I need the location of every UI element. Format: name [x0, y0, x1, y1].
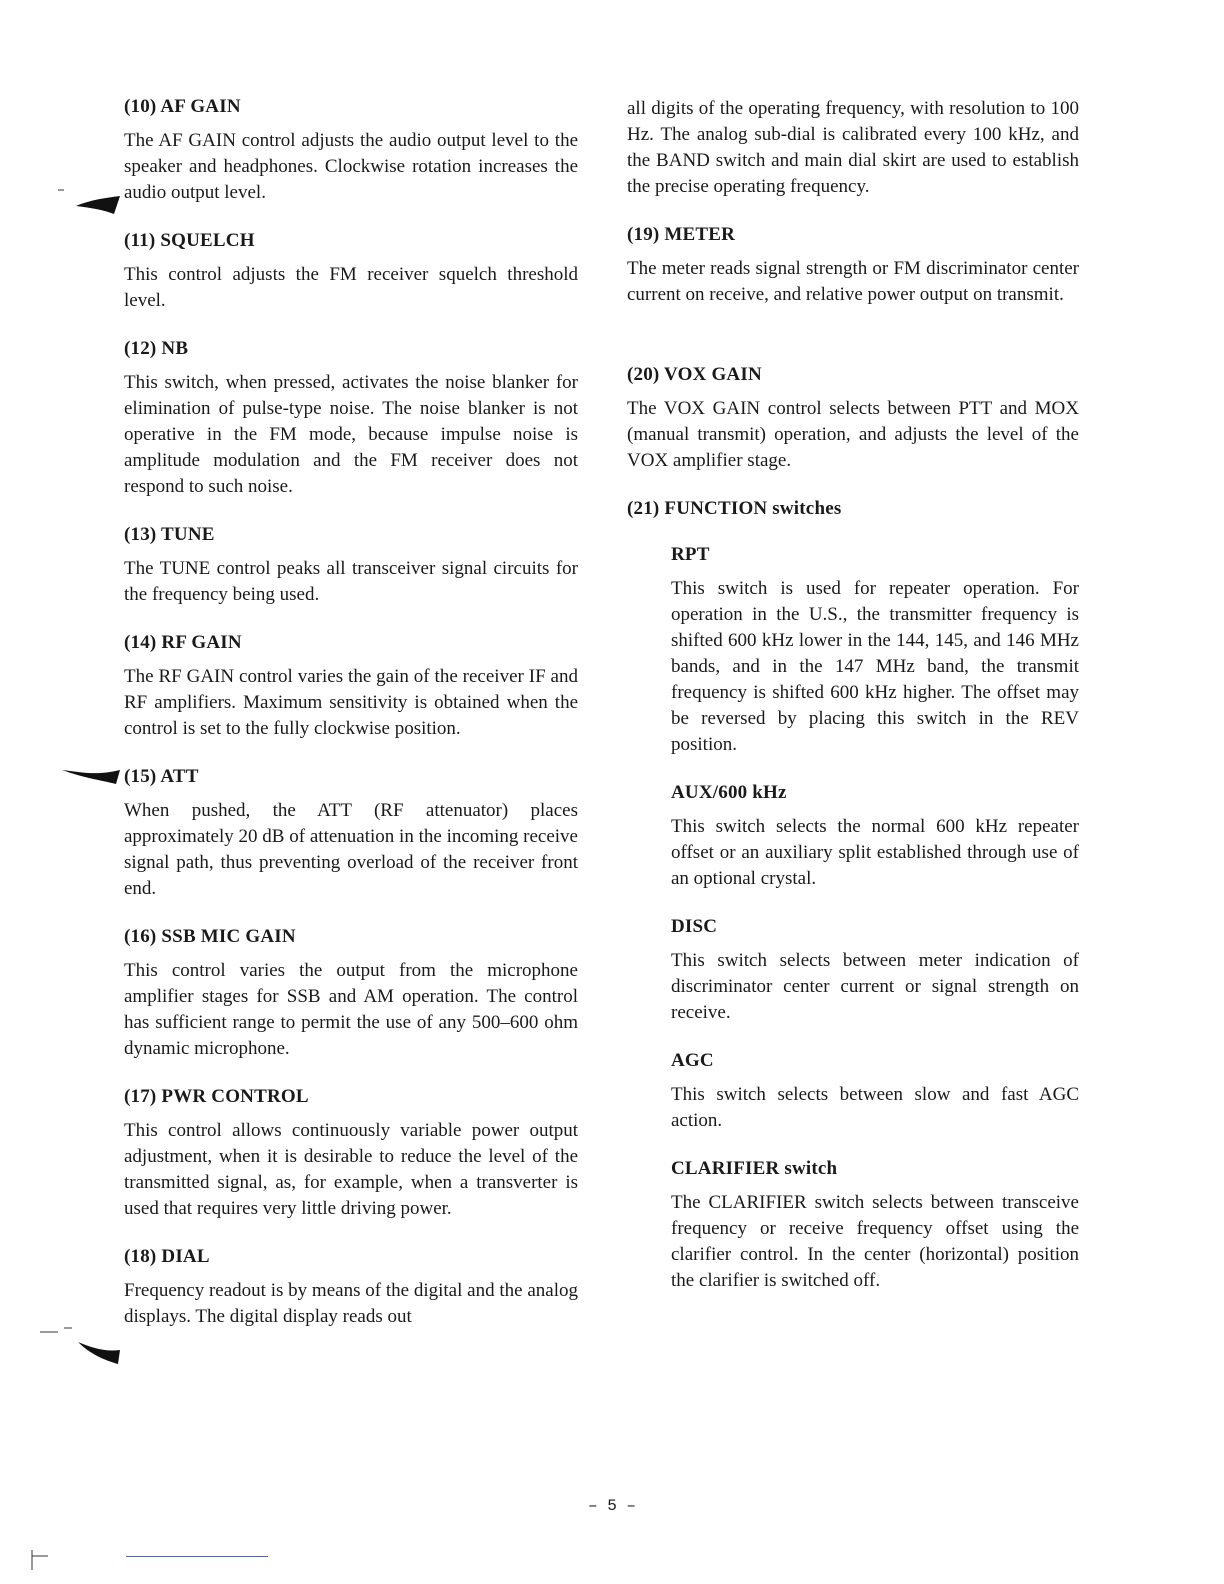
- section-meter: [627, 224, 1079, 308]
- subsection-clarifier-switch: [671, 1158, 1079, 1294]
- section-nb: [124, 338, 578, 500]
- margin-arrow-icon: [56, 184, 126, 220]
- section-body: The meter reads signal strength or FM discriminator center current on receive, and relative power output on transmit.: [627, 258, 1079, 305]
- left-column: [124, 96, 578, 1354]
- section-body: all digits of the operating frequency, with resolution to 100 Hz. The analog sub-dial is calibrated every 100 kHz, and the BAND switch and main dial skirt are used to establish the precise operating frequency.: [627, 98, 1079, 197]
- subsection-body: This switch is used for repeater operation. For operation in the U.S., the transmitter frequency is shifted 600 kHz lower in the 144, 145, and 146 MHz bands, and in the 147 MHz band, the transmit frequency is shifted 600 kHz higher. The offset may be reversed by placing this switch in the REV position.: [671, 578, 1079, 755]
- section-pwr-control: [124, 1086, 578, 1222]
- section-vox-gain: [627, 364, 1079, 474]
- margin-arrow-icon: [56, 760, 126, 790]
- subsection-agc: [671, 1050, 1079, 1134]
- section-att: [124, 766, 578, 902]
- subsection-heading: AGC: [671, 1050, 714, 1071]
- section-tune: [124, 524, 578, 608]
- subsection-disc: [671, 916, 1079, 1026]
- section-ssb-mic-gain: [124, 926, 578, 1062]
- section-body: The VOX GAIN control selects between PTT and MOX (manual transmit) operation, and adjusts the level of the VOX amplifier stage.: [627, 398, 1079, 471]
- section-heading: (21) FUNCTION switches: [627, 498, 842, 519]
- subsection-body: This switch selects the normal 600 kHz repeater offset or an auxiliary split established through use of an optional crystal.: [671, 816, 1079, 889]
- section-body: This control adjusts the FM receiver squelch threshold level.: [124, 264, 578, 311]
- subsection-body: The CLARIFIER switch selects between transceive frequency or receive frequency offset using the clarifier control. In the center (horizontal) position the clarifier is switched off.: [671, 1192, 1079, 1291]
- section-body: Frequency readout is by means of the digital and the analog displays. The digital display reads out: [124, 1280, 578, 1327]
- function-switch-list: [627, 544, 1079, 1294]
- section-heading: (15) ATT: [124, 766, 199, 787]
- section-body: This switch, when pressed, activates the noise blanker for elimination of pulse-type noise. The noise blanker is not operative in the FM mode, because impulse noise is amplitude modulation and the FM receiver does not respond to such noise.: [124, 372, 578, 497]
- section-heading: (14) RF GAIN: [124, 632, 242, 653]
- subsection-heading: RPT: [671, 544, 710, 565]
- margin-arrow-icon: [36, 1324, 126, 1364]
- section-af-gain: [124, 96, 578, 206]
- section-body: This control allows continuously variable power output adjustment, when it is desirable to reduce the level of the transmitted signal, as, for example, when a transverter is used that requires very little driving power.: [124, 1120, 578, 1219]
- section-rf-gain: [124, 632, 578, 742]
- section-heading: (20) VOX GAIN: [627, 364, 762, 385]
- subsection-heading: DISC: [671, 916, 718, 937]
- section-heading: (11) SQUELCH: [124, 230, 255, 251]
- section-body: When pushed, the ATT (RF attenuator) places approximately 20 dB of attenuation in the incoming receive signal path, thus preventing overload of the receiver front end.: [124, 800, 578, 899]
- subsection-heading: CLARIFIER switch: [671, 1158, 838, 1179]
- footer-rule: [126, 1556, 268, 1557]
- subsection-aux-600khz: [671, 782, 1079, 892]
- section-body: The AF GAIN control adjusts the audio output level to the speaker and headphones. Clockwise rotation increases the audio output level.: [124, 130, 578, 203]
- section-body: This control varies the output from the microphone amplifier stages for SSB and AM operation. The control has sufficient range to permit the use of any 500–600 ohm dynamic microphone.: [124, 960, 578, 1059]
- right-column: [627, 96, 1079, 1318]
- section-heading: (19) METER: [627, 224, 736, 245]
- section-dial: [124, 1246, 578, 1330]
- corner-crop-mark-icon: [30, 1550, 50, 1570]
- section-heading: (16) SSB MIC GAIN: [124, 926, 296, 947]
- section-squelch: [124, 230, 578, 314]
- section-heading: (12) NB: [124, 338, 189, 359]
- subsection-body: This switch selects between slow and fast AGC action.: [671, 1084, 1079, 1131]
- section-heading: (13) TUNE: [124, 524, 215, 545]
- subsection-heading: AUX/600 kHz: [671, 782, 787, 803]
- section-heading: (17) PWR CONTROL: [124, 1086, 309, 1107]
- subsection-body: This switch selects between meter indication of discriminator center current or signal strength on receive.: [671, 950, 1079, 1023]
- page-number: – 5 –: [587, 1497, 636, 1515]
- section-dial-continued: [627, 96, 1079, 200]
- subsection-rpt: [671, 544, 1079, 758]
- section-heading: (10) AF GAIN: [124, 96, 241, 117]
- section-body: The RF GAIN control varies the gain of the receiver IF and RF amplifiers. Maximum sensitivity is obtained when the control is set to the fully clockwise position.: [124, 666, 578, 739]
- section-body: The TUNE control peaks all transceiver signal circuits for the frequency being used.: [124, 558, 578, 605]
- section-function-switches: [627, 498, 1079, 1294]
- section-heading: (18) DIAL: [124, 1246, 210, 1267]
